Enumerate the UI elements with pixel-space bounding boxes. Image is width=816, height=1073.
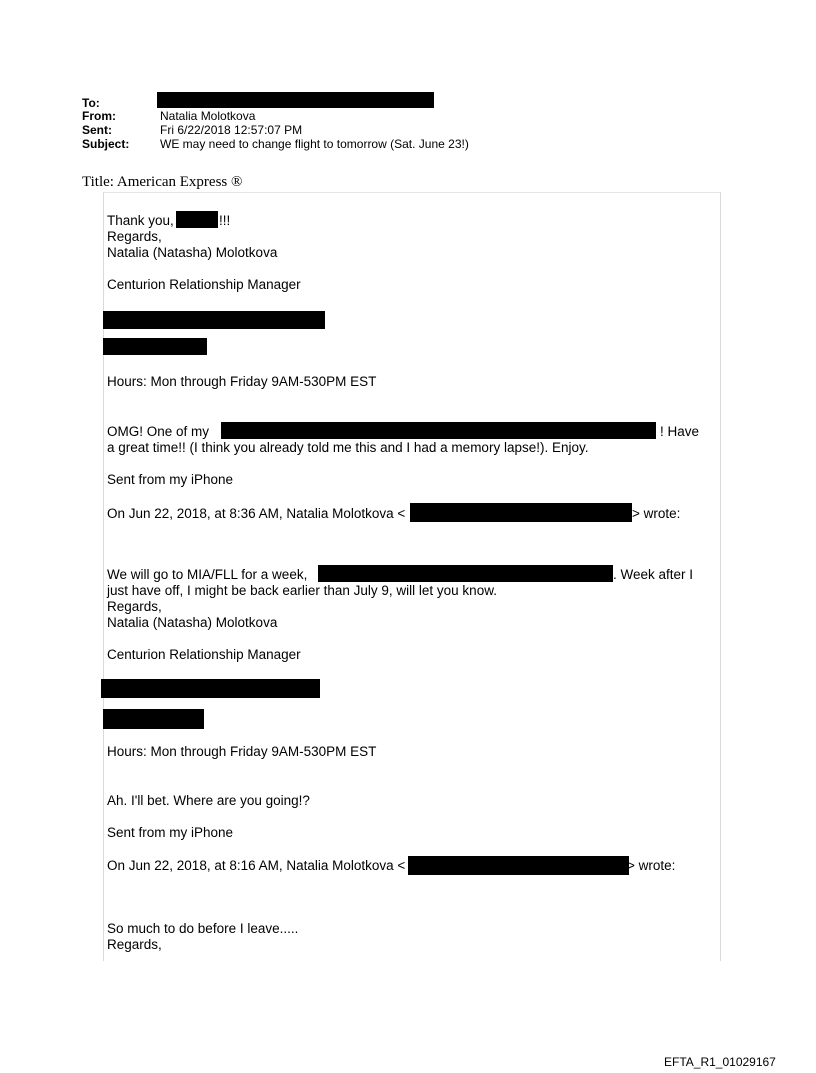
regards-text: Regards, (107, 229, 162, 244)
quote-header-end: > wrote: (632, 506, 681, 521)
omg-line-end: ! Have (660, 424, 700, 439)
title-line: Title: American Express ® (82, 174, 243, 190)
week-line-start: We will go to MIA/FLL for a week, (107, 567, 308, 582)
from-value: Natalia Molotkova (160, 109, 256, 123)
redaction-bar (318, 565, 613, 582)
signature-role: Centurion Relationship Manager (107, 277, 301, 292)
regards-text: Regards, (107, 599, 162, 614)
redaction-bar (103, 338, 207, 355)
sent-value: Fri 6/22/2018 12:57:07 PM (160, 123, 303, 137)
omg-line-2: a great time!! (I think you already told me this and I had a memory lapse!). Enjoy. (107, 440, 589, 455)
thanks-post: !!! (219, 213, 231, 228)
subject-value: WE may need to change flight to tomorrow (Sat. June 23!) (160, 137, 469, 151)
sent-label: Sent: (82, 123, 112, 137)
redaction-bar (410, 503, 632, 522)
redaction-bar (103, 311, 325, 329)
from-label: From: (82, 109, 116, 123)
sent-from-iphone: Sent from my iPhone (107, 472, 234, 487)
redaction-bar (101, 679, 320, 698)
signature-role: Centurion Relationship Manager (107, 647, 301, 662)
document-id: EFTA_R1_01029167 (664, 1055, 776, 1069)
regards-text: Regards, (107, 937, 162, 952)
week-line-end: . Week after I (613, 567, 694, 582)
omg-line-start: OMG! One of my (107, 424, 210, 439)
so-much-line: So much to do before I leave..... (107, 921, 299, 936)
subject-label: Subject: (82, 137, 130, 151)
signature-name: Natalia (Natasha) Molotkova (107, 615, 278, 630)
redaction-bar (221, 422, 656, 439)
hours-text: Hours: Mon through Friday 9AM-530PM EST (107, 744, 377, 759)
bet-line: Ah. I'll bet. Where are you going!? (107, 793, 310, 808)
week-line-2: just have off, I might be back earlier than July 9, will let you know. (107, 583, 497, 598)
redaction-bar (408, 856, 629, 875)
quote-header-end: > wrote: (627, 858, 676, 873)
sent-from-iphone: Sent from my iPhone (107, 825, 234, 840)
to-label: To: (82, 96, 100, 110)
redaction-bar (157, 92, 434, 108)
thanks-line (107, 213, 174, 229)
quote-header-start: On Jun 22, 2018, at 8:16 AM, Natalia Molotkova < (107, 858, 406, 873)
redaction-bar (176, 211, 218, 228)
hours-text: Hours: Mon through Friday 9AM-530PM EST (107, 374, 377, 389)
quote-header-start: On Jun 22, 2018, at 8:36 AM, Natalia Molotkova < (107, 506, 406, 521)
redaction-bar (103, 709, 204, 729)
signature-name: Natalia (Natasha) Molotkova (107, 245, 278, 260)
thanks-pre: Thank you, (107, 213, 174, 228)
